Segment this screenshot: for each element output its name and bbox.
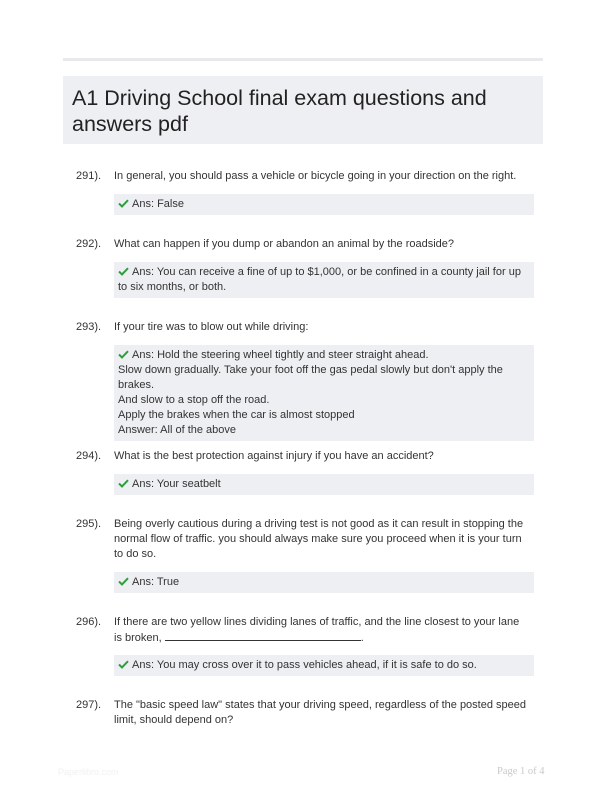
answer-text: Slow down gradually. Take your foot off the gas pedal slowly but don't apply the brakes. — [118, 364, 503, 391]
answer-text: And slow to a stop off the road. — [118, 394, 270, 406]
checkmark-icon — [118, 267, 129, 276]
question-text: What can happen if you dump or abandon an animal by the roadside? — [114, 238, 455, 250]
question-text: The "basic speed law" states that your driving speed, regardless of the posted speed limit, should depend on? — [114, 699, 526, 726]
answer-box — [114, 572, 534, 593]
answer-box — [114, 655, 534, 676]
answer-text: Ans: False — [132, 198, 184, 210]
checkmark-icon — [118, 199, 129, 208]
checkmark-icon — [118, 577, 129, 586]
question-number: 295). — [76, 518, 102, 530]
answer-text: Ans: Your seatbelt — [132, 478, 221, 490]
checkmark-icon — [118, 660, 129, 669]
answer-box — [114, 262, 534, 298]
top-divider — [63, 58, 543, 61]
question-number: 297). — [76, 699, 102, 711]
question-number: 291). — [76, 170, 102, 182]
page-title: A1 Driving School final exam questions and answers pdf — [72, 86, 487, 136]
answer-text: Answer: All of the above — [118, 424, 237, 436]
answer-box — [114, 194, 534, 215]
answer-box — [114, 345, 534, 441]
answer-text: Ans: Hold the steering wheel tightly and steer straight ahead. — [132, 349, 429, 361]
fill-in-blank — [165, 630, 361, 641]
question-number: 292). — [76, 238, 102, 250]
answer-box — [114, 474, 534, 495]
question-number: 293). — [76, 321, 102, 333]
question-text: If your tire was to blow out while driving: — [114, 321, 309, 333]
question-text: What is the best protection against injury if you have an accident? — [114, 450, 434, 462]
checkmark-icon — [118, 350, 129, 359]
footer-watermark: Paperlibro.com — [58, 767, 119, 777]
answer-text: Ans: True — [132, 576, 180, 588]
question-text: If there are two yellow lines dividing lanes of traffic, and the line closest to your lane is broken, . — [114, 616, 520, 644]
answer-text: Apply the brakes when the car is almost stopped — [118, 409, 355, 421]
title-banner — [63, 76, 543, 144]
answer-text: Ans: You can receive a fine of up to $1,000, or be confined in a county jail for up to six months, or both. — [118, 266, 521, 293]
answer-text: Ans: You may cross over it to pass vehicles ahead, if it is safe to do so. — [132, 659, 477, 671]
page-indicator: Page 1 of 4 — [497, 766, 545, 777]
checkmark-icon — [118, 479, 129, 488]
question-text: Being overly cautious during a driving test is not good as it can result in stopping the normal flow of traffic. you should always make sure you proceed when it is your turn to do so. — [114, 518, 524, 560]
question-number: 294). — [76, 450, 102, 462]
question-number: 296). — [76, 616, 102, 628]
question-text: In general, you should pass a vehicle or bicycle going in your direction on the right. — [114, 170, 517, 182]
